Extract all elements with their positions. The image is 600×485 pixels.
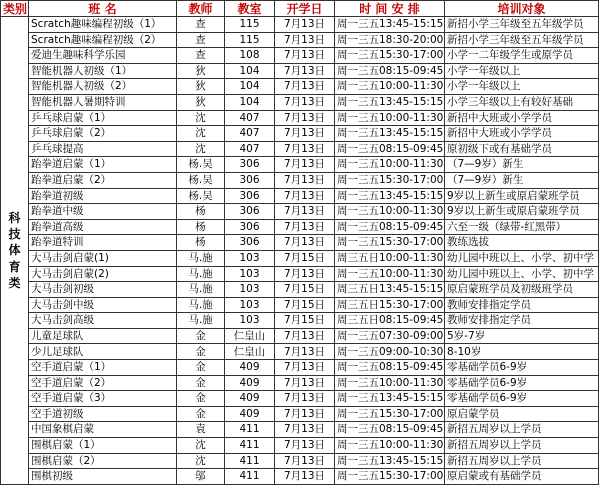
class-name-cell: 围棋初级: [29, 469, 177, 485]
schedule-cell: 周一三五15:30-17:00: [335, 172, 445, 188]
table-row: [1, 141, 599, 157]
class-name-cell: Scratch趣味编程初级（1）: [29, 17, 177, 33]
start-date-cell: 7月13日: [275, 157, 335, 173]
schedule-cell: 周三五日10:00-11:30: [335, 250, 445, 266]
table-row: [1, 422, 599, 438]
table-row: [1, 219, 599, 235]
teacher-cell: 马.施: [177, 266, 225, 282]
start-date-cell: 7月13日: [275, 406, 335, 422]
target-cell: 新招五周岁以上学员: [445, 422, 599, 438]
target-cell: 零基础学员6-9岁: [445, 391, 599, 407]
class-name-cell: 跆拳道特训: [29, 235, 177, 251]
table-row: [1, 126, 599, 142]
target-cell: 教师安排指定学员: [445, 313, 599, 329]
table-row: [1, 63, 599, 79]
start-date-cell: 7月13日: [275, 63, 335, 79]
schedule-cell: 周一三五10:00-11:30: [335, 266, 445, 282]
start-date-cell: 7月13日: [275, 344, 335, 360]
target-cell: 原启蒙或有基础学员: [445, 469, 599, 485]
start-date-cell: 7月13日: [275, 469, 335, 485]
room-cell: 103: [225, 297, 275, 313]
target-cell: 小学一年级以上: [445, 63, 599, 79]
schedule-cell: 周一三五13:45-15:15: [335, 17, 445, 33]
table-row: [1, 297, 599, 313]
target-cell: 新招小学三年级至五年级学员: [445, 32, 599, 48]
table-row: [1, 438, 599, 454]
class-name-cell: 智能机器人初级（1）: [29, 63, 177, 79]
start-date-cell: 7月13日: [275, 17, 335, 33]
room-cell: 411: [225, 438, 275, 454]
start-date-cell: 7月13日: [275, 328, 335, 344]
table-row: [1, 375, 599, 391]
table-row: [1, 266, 599, 282]
teacher-cell: 金: [177, 344, 225, 360]
class-name-cell: 少儿足球队: [29, 344, 177, 360]
table-row: [1, 172, 599, 188]
target-cell: 六至一级（绿带-红黑带）: [445, 219, 599, 235]
target-cell: 教练选拔: [445, 235, 599, 251]
class-name-cell: 跆拳道初级: [29, 188, 177, 204]
table-row: [1, 453, 599, 469]
class-name-cell: 智能机器人暑期特训: [29, 94, 177, 110]
schedule-cell: 周一三五13:45-15:15: [335, 94, 445, 110]
room-cell: 411: [225, 422, 275, 438]
teacher-cell: 查: [177, 17, 225, 33]
room-cell: 103: [225, 250, 275, 266]
start-date-cell: 7月15日: [275, 282, 335, 298]
teacher-cell: 沈: [177, 110, 225, 126]
schedule-cell: 周一三五08:15-09:45: [335, 63, 445, 79]
teacher-cell: 金: [177, 391, 225, 407]
start-date-cell: 7月13日: [275, 110, 335, 126]
schedule-cell: 周一三五15:30-17:00: [335, 406, 445, 422]
class-name-cell: 乒乓球启蒙（1）: [29, 110, 177, 126]
table-row: [1, 94, 599, 110]
teacher-cell: 狄: [177, 94, 225, 110]
class-name-cell: 大马击剑初级: [29, 282, 177, 298]
room-cell: 104: [225, 63, 275, 79]
class-name-cell: 爱迪生趣味科学乐园: [29, 48, 177, 64]
teacher-cell: 沈: [177, 438, 225, 454]
table-row: [1, 157, 599, 173]
room-cell: 108: [225, 48, 275, 64]
start-date-cell: 7月13日: [275, 391, 335, 407]
start-date-cell: 7月13日: [275, 141, 335, 157]
target-cell: （7—9岁）新生: [445, 157, 599, 173]
class-name-cell: 乒乓球提高: [29, 141, 177, 157]
class-name-cell: 跆拳道中级: [29, 204, 177, 220]
start-date-cell: 7月13日: [275, 126, 335, 142]
start-date-cell: 7月13日: [275, 266, 335, 282]
schedule-cell: 周一三五10:00-11:30: [335, 204, 445, 220]
start-date-cell: 7月13日: [275, 422, 335, 438]
table-row: [1, 313, 599, 329]
start-date-cell: 7月13日: [275, 375, 335, 391]
class-name-cell: 乒乓球启蒙（2）: [29, 126, 177, 142]
teacher-cell: 袁: [177, 422, 225, 438]
class-name-cell: 空手道启蒙（2）: [29, 375, 177, 391]
room-cell: 103: [225, 313, 275, 329]
schedule-cell: 周一三五13:45-15:15: [335, 391, 445, 407]
room-cell: 115: [225, 17, 275, 33]
schedule-cell: 周一三五13:45-15:15: [335, 126, 445, 142]
room-cell: 103: [225, 266, 275, 282]
room-cell: 仁皇山: [225, 344, 275, 360]
schedule-cell: 周一三五08:15-09:45: [335, 422, 445, 438]
schedule-cell: 周一三五10:00-11:30: [335, 375, 445, 391]
table-row: [1, 32, 599, 48]
teacher-cell: 杨: [177, 204, 225, 220]
target-cell: 9岁以上新生或原启蒙班学员: [445, 204, 599, 220]
schedule-cell: 周一三五13:45-15:15: [335, 453, 445, 469]
class-name-cell: 跆拳道高级: [29, 219, 177, 235]
table-row: [1, 188, 599, 204]
room-cell: 306: [225, 172, 275, 188]
teacher-cell: 查: [177, 32, 225, 48]
target-cell: 原初级下或有基础学员: [445, 141, 599, 157]
header-teacher: 教师: [177, 1, 225, 17]
class-name-cell: 大马击剑启蒙(1): [29, 250, 177, 266]
schedule-cell: 周一三五18:30-20:00: [335, 32, 445, 48]
start-date-cell: 7月15日: [275, 250, 335, 266]
table-body: [1, 17, 599, 485]
teacher-cell: 杨.吴: [177, 157, 225, 173]
start-date-cell: 7月13日: [275, 32, 335, 48]
target-cell: 8-10岁: [445, 344, 599, 360]
room-cell: 409: [225, 360, 275, 376]
table-row: [1, 469, 599, 485]
header-target: 培训对象: [445, 1, 599, 17]
header-row: [1, 1, 599, 17]
category-cell: 科技体育类: [1, 17, 29, 485]
schedule-cell: 周一三五13:45-15:15: [335, 188, 445, 204]
teacher-cell: 杨: [177, 219, 225, 235]
teacher-cell: 邬: [177, 469, 225, 485]
room-cell: 409: [225, 406, 275, 422]
schedule-cell: 周一三五10:00-11:30: [335, 79, 445, 95]
table-row: [1, 282, 599, 298]
teacher-cell: 杨: [177, 235, 225, 251]
teacher-cell: 杨.吴: [177, 172, 225, 188]
schedule-cell: 周一三五09:00-10:30: [335, 344, 445, 360]
target-cell: 小学一年级以上: [445, 79, 599, 95]
start-date-cell: 7月13日: [275, 235, 335, 251]
teacher-cell: 沈: [177, 453, 225, 469]
table-row: [1, 204, 599, 220]
teacher-cell: 狄: [177, 79, 225, 95]
room-cell: 407: [225, 110, 275, 126]
room-cell: 306: [225, 235, 275, 251]
room-cell: 104: [225, 79, 275, 95]
target-cell: 小学三年级以上有较好基础: [445, 94, 599, 110]
class-name-cell: 大马击剑启蒙(2): [29, 266, 177, 282]
room-cell: 115: [225, 32, 275, 48]
start-date-cell: 7月13日: [275, 219, 335, 235]
table-row: [1, 79, 599, 95]
teacher-cell: 金: [177, 328, 225, 344]
start-date-cell: 7月15日: [275, 297, 335, 313]
start-date-cell: 7月13日: [275, 204, 335, 220]
class-name-cell: 空手道初级: [29, 406, 177, 422]
class-name-cell: 大马击剑高级: [29, 313, 177, 329]
schedule-cell: 周一三五07:30-09:00: [335, 328, 445, 344]
start-date-cell: 7月13日: [275, 188, 335, 204]
class-name-cell: 跆拳道启蒙（2）: [29, 172, 177, 188]
target-cell: 幼儿园中班以上、小学、初中学: [445, 266, 599, 282]
schedule-cell: 周一三五08:15-09:45: [335, 141, 445, 157]
table-row: [1, 17, 599, 33]
class-name-cell: 空手道启蒙（3）: [29, 391, 177, 407]
target-cell: 新招中大班或小学学员: [445, 126, 599, 142]
header-schedule: 时 间 安 排: [335, 1, 445, 17]
schedule-cell: 周一三五08:15-09:45: [335, 360, 445, 376]
header-class-name: 班 名: [29, 1, 177, 17]
class-name-cell: 空手道启蒙（1）: [29, 360, 177, 376]
schedule-cell: 周一三五10:00-11:30: [335, 438, 445, 454]
header-category: 类别: [1, 1, 29, 17]
teacher-cell: 沈: [177, 141, 225, 157]
table-row: [1, 110, 599, 126]
target-cell: 原启蒙班学员及初级班学员: [445, 282, 599, 298]
class-name-cell: 中国象棋启蒙: [29, 422, 177, 438]
schedule-cell: 周一三五15:30-17:00: [335, 469, 445, 485]
teacher-cell: 马.施: [177, 282, 225, 298]
schedule-cell: 周三五日13:45-15:15: [335, 282, 445, 298]
room-cell: 104: [225, 94, 275, 110]
table-row: [1, 48, 599, 64]
target-cell: 9岁以上新生或原启蒙班学员: [445, 188, 599, 204]
table-row: [1, 360, 599, 376]
start-date-cell: 7月13日: [275, 79, 335, 95]
table-row: [1, 406, 599, 422]
start-date-cell: 7月15日: [275, 313, 335, 329]
table-row: [1, 328, 599, 344]
room-cell: 409: [225, 375, 275, 391]
schedule-cell: 周一三五10:00-11:30: [335, 110, 445, 126]
schedule-cell: 周三五日15:30-17:00: [335, 297, 445, 313]
class-name-cell: 智能机器人初级（2）: [29, 79, 177, 95]
start-date-cell: 7月13日: [275, 453, 335, 469]
start-date-cell: 7月13日: [275, 360, 335, 376]
start-date-cell: 7月13日: [275, 94, 335, 110]
room-cell: 411: [225, 453, 275, 469]
teacher-cell: 金: [177, 360, 225, 376]
table-row: [1, 250, 599, 266]
header-start-date: 开学日: [275, 1, 335, 17]
target-cell: 5岁-7岁: [445, 328, 599, 344]
target-cell: 原启蒙学员: [445, 406, 599, 422]
room-cell: 仁皇山: [225, 328, 275, 344]
teacher-cell: 马.施: [177, 297, 225, 313]
class-name-cell: 围棋启蒙（1）: [29, 438, 177, 454]
target-cell: 新招小学三年级至五年级学员: [445, 17, 599, 33]
schedule-cell: 周一三五10:00-11:30: [335, 157, 445, 173]
start-date-cell: 7月13日: [275, 48, 335, 64]
teacher-cell: 金: [177, 375, 225, 391]
room-cell: 409: [225, 391, 275, 407]
teacher-cell: 马.施: [177, 250, 225, 266]
teacher-cell: 马.施: [177, 313, 225, 329]
target-cell: 新招五周岁以上学员: [445, 453, 599, 469]
target-cell: 零基础学员6-9岁: [445, 360, 599, 376]
target-cell: 幼儿园中班以上、小学、初中学: [445, 250, 599, 266]
room-cell: 103: [225, 282, 275, 298]
target-cell: 零基础学员6-9岁: [445, 375, 599, 391]
target-cell: 新招五周岁以上学员: [445, 438, 599, 454]
teacher-cell: 狄: [177, 63, 225, 79]
header-room: 教室: [225, 1, 275, 17]
class-name-cell: 跆拳道启蒙（1）: [29, 157, 177, 173]
table-row: [1, 391, 599, 407]
schedule-cell: 周三五日08:15-09:45: [335, 313, 445, 329]
schedule-cell: 周一三五15:30-17:00: [335, 48, 445, 64]
teacher-cell: 杨.吴: [177, 188, 225, 204]
start-date-cell: 7月13日: [275, 172, 335, 188]
room-cell: 306: [225, 219, 275, 235]
table-row: [1, 344, 599, 360]
class-name-cell: 儿童足球队: [29, 328, 177, 344]
room-cell: 306: [225, 188, 275, 204]
target-cell: 教师安排指定学员: [445, 297, 599, 313]
teacher-cell: 金: [177, 406, 225, 422]
start-date-cell: 7月13日: [275, 438, 335, 454]
schedule-cell: 周一三五15:30-17:00: [335, 235, 445, 251]
schedule-cell: 周一三五08:15-09:45: [335, 219, 445, 235]
class-name-cell: Scratch趣味编程初级（2）: [29, 32, 177, 48]
target-cell: 新招中大班或小学学员: [445, 110, 599, 126]
teacher-cell: 查: [177, 48, 225, 64]
table-row: [1, 235, 599, 251]
room-cell: 407: [225, 126, 275, 142]
room-cell: 306: [225, 157, 275, 173]
class-name-cell: 围棋启蒙（2）: [29, 453, 177, 469]
class-name-cell: 大马击剑中级: [29, 297, 177, 313]
target-cell: （7—9岁）新生: [445, 172, 599, 188]
room-cell: 407: [225, 141, 275, 157]
room-cell: 306: [225, 204, 275, 220]
room-cell: 411: [225, 469, 275, 485]
teacher-cell: 沈: [177, 126, 225, 142]
target-cell: 小学一二年级学生或原学员: [445, 48, 599, 64]
